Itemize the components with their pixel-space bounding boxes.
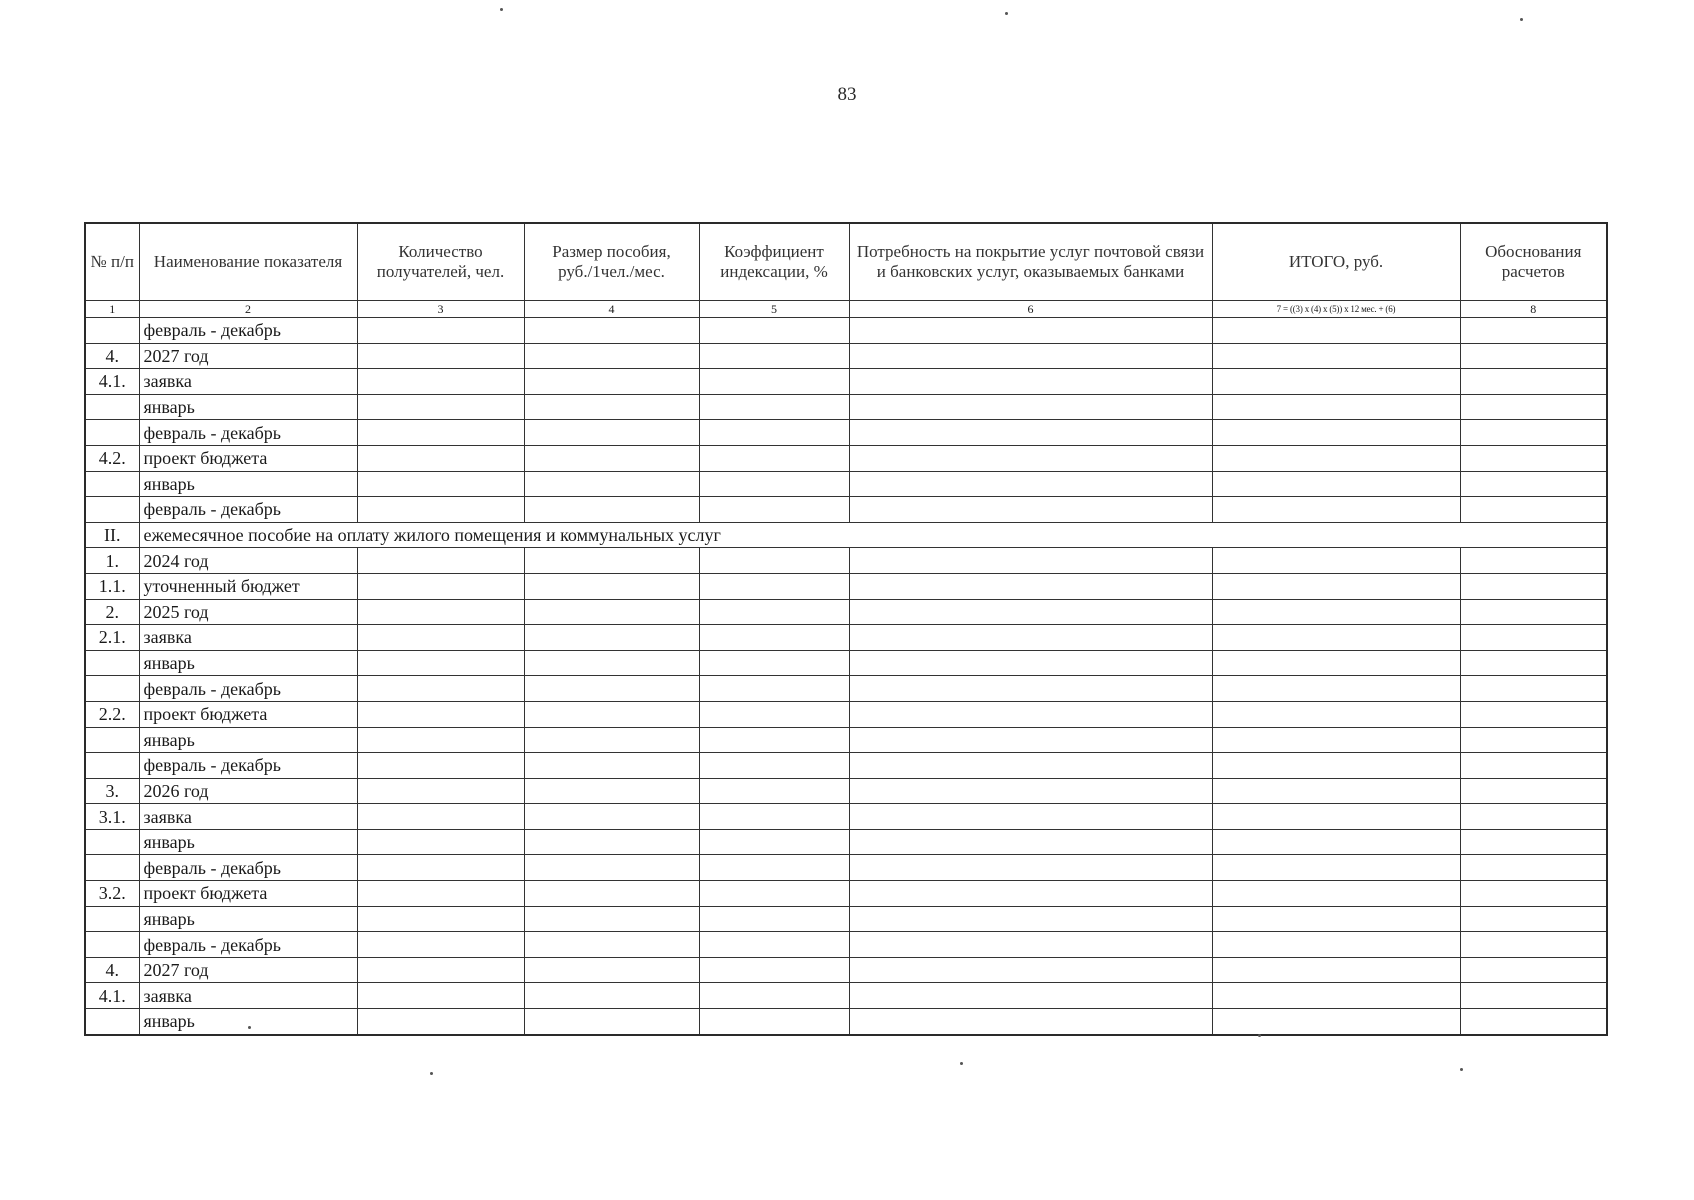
- indicator-name-cell: январь: [139, 394, 357, 420]
- empty-value-cell-col-8: [1460, 727, 1607, 753]
- table-row: [85, 445, 1607, 471]
- empty-value-cell-col-4: [524, 983, 699, 1009]
- row-number-cell: [85, 394, 139, 420]
- empty-value-cell-col-6: [849, 1009, 1212, 1035]
- empty-value-cell-col-4: [524, 932, 699, 958]
- indicator-name-cell: 2027 год: [139, 957, 357, 983]
- empty-value-cell-col-3: [357, 906, 524, 932]
- empty-value-cell-col-7: [1212, 369, 1460, 395]
- empty-value-cell-col-3: [357, 318, 524, 344]
- empty-value-cell-col-7: [1212, 906, 1460, 932]
- empty-value-cell-col-8: [1460, 445, 1607, 471]
- empty-value-cell-col-8: [1460, 855, 1607, 881]
- empty-value-cell-col-4: [524, 599, 699, 625]
- header-col-2: Наименование показателя: [139, 223, 357, 301]
- empty-value-cell-col-5: [699, 1009, 849, 1035]
- empty-value-cell-col-7: [1212, 676, 1460, 702]
- row-number-cell: 4.: [85, 957, 139, 983]
- indicator-name-cell: заявка: [139, 625, 357, 651]
- empty-value-cell-col-6: [849, 727, 1212, 753]
- empty-value-cell-col-8: [1460, 599, 1607, 625]
- table-row: [85, 804, 1607, 830]
- empty-value-cell-col-3: [357, 676, 524, 702]
- row-number-cell: 4.1.: [85, 369, 139, 395]
- scan-speck: [248, 1026, 251, 1029]
- indicator-name-cell: 2025 год: [139, 599, 357, 625]
- empty-value-cell-col-4: [524, 881, 699, 907]
- empty-value-cell-col-7: [1212, 701, 1460, 727]
- empty-value-cell-col-8: [1460, 471, 1607, 497]
- row-number-cell: [85, 497, 139, 523]
- header-col-6: Потребность на покрытие услуг почтовой связи и банковских услуг, оказываемых банками: [849, 223, 1212, 301]
- empty-value-cell-col-4: [524, 855, 699, 881]
- empty-value-cell-col-6: [849, 573, 1212, 599]
- empty-value-cell-col-8: [1460, 497, 1607, 523]
- empty-value-cell-col-6: [849, 804, 1212, 830]
- empty-value-cell-col-3: [357, 420, 524, 446]
- column-number-6: 6: [849, 301, 1212, 318]
- empty-value-cell-col-4: [524, 573, 699, 599]
- table-row: [85, 548, 1607, 574]
- empty-value-cell-col-7: [1212, 804, 1460, 830]
- indicator-name-cell: уточненный бюджет: [139, 573, 357, 599]
- empty-value-cell-col-3: [357, 369, 524, 395]
- empty-value-cell-col-6: [849, 599, 1212, 625]
- empty-value-cell-col-5: [699, 727, 849, 753]
- column-number-3: 3: [357, 301, 524, 318]
- table-row: [85, 650, 1607, 676]
- indicator-name-cell: проект бюджета: [139, 445, 357, 471]
- row-number-cell: 3.1.: [85, 804, 139, 830]
- scan-speck: [960, 1062, 963, 1065]
- empty-value-cell-col-6: [849, 932, 1212, 958]
- indicator-name-cell: февраль - декабрь: [139, 497, 357, 523]
- scan-speck: [1005, 12, 1008, 15]
- row-number-cell: [85, 829, 139, 855]
- table-row: [85, 701, 1607, 727]
- empty-value-cell-col-5: [699, 829, 849, 855]
- empty-value-cell-col-3: [357, 471, 524, 497]
- row-number-cell: [85, 753, 139, 779]
- row-number-cell: [85, 1009, 139, 1035]
- empty-value-cell-col-8: [1460, 983, 1607, 1009]
- empty-value-cell-col-4: [524, 497, 699, 523]
- indicator-name-cell: январь: [139, 829, 357, 855]
- table-body: [85, 318, 1607, 1035]
- table-row: [85, 906, 1607, 932]
- header-col-4: Размер пособия, руб./1чел./мес.: [524, 223, 699, 301]
- empty-value-cell-col-6: [849, 318, 1212, 344]
- empty-value-cell-col-6: [849, 420, 1212, 446]
- indicator-name-cell: февраль - декабрь: [139, 932, 357, 958]
- header-col-5: Коэффициент индексации, %: [699, 223, 849, 301]
- empty-value-cell-col-6: [849, 778, 1212, 804]
- empty-value-cell-col-8: [1460, 804, 1607, 830]
- empty-value-cell-col-4: [524, 804, 699, 830]
- empty-value-cell-col-7: [1212, 881, 1460, 907]
- empty-value-cell-col-4: [524, 445, 699, 471]
- empty-value-cell-col-4: [524, 829, 699, 855]
- empty-value-cell-col-7: [1212, 625, 1460, 651]
- empty-value-cell-col-8: [1460, 573, 1607, 599]
- empty-value-cell-col-3: [357, 445, 524, 471]
- empty-value-cell-col-4: [524, 318, 699, 344]
- empty-value-cell-col-3: [357, 829, 524, 855]
- page-number: 83: [837, 84, 857, 105]
- empty-value-cell-col-3: [357, 957, 524, 983]
- table-row: [85, 573, 1607, 599]
- empty-value-cell-col-8: [1460, 369, 1607, 395]
- table-row: [85, 676, 1607, 702]
- header-col-1: № п/п: [85, 223, 139, 301]
- empty-value-cell-col-7: [1212, 727, 1460, 753]
- row-number-cell: 2.2.: [85, 701, 139, 727]
- table-row: [85, 829, 1607, 855]
- table-row: [85, 318, 1607, 344]
- empty-value-cell-col-8: [1460, 548, 1607, 574]
- empty-value-cell-col-6: [849, 983, 1212, 1009]
- table-row: [85, 497, 1607, 523]
- empty-value-cell-col-4: [524, 778, 699, 804]
- table-row: [85, 932, 1607, 958]
- empty-value-cell-col-8: [1460, 829, 1607, 855]
- empty-value-cell-col-5: [699, 573, 849, 599]
- indicator-name-cell: январь: [139, 906, 357, 932]
- table-row: [85, 420, 1607, 446]
- empty-value-cell-col-3: [357, 650, 524, 676]
- empty-value-cell-col-3: [357, 881, 524, 907]
- empty-value-cell-col-7: [1212, 445, 1460, 471]
- indicator-name-cell: проект бюджета: [139, 701, 357, 727]
- empty-value-cell-col-5: [699, 471, 849, 497]
- row-number-cell: 2.1.: [85, 625, 139, 651]
- empty-value-cell-col-5: [699, 650, 849, 676]
- empty-value-cell-col-4: [524, 343, 699, 369]
- column-number-7-formula: 7 = ((3) x (4) x (5)) x 12 мес. + (6): [1212, 301, 1460, 318]
- indicator-name-cell: февраль - декабрь: [139, 420, 357, 446]
- empty-value-cell-col-6: [849, 625, 1212, 651]
- empty-value-cell-col-7: [1212, 829, 1460, 855]
- empty-value-cell-col-3: [357, 343, 524, 369]
- empty-value-cell-col-5: [699, 318, 849, 344]
- empty-value-cell-col-5: [699, 343, 849, 369]
- budget-table: [84, 222, 1608, 1036]
- scan-speck: [430, 1072, 433, 1075]
- empty-value-cell-col-4: [524, 727, 699, 753]
- empty-value-cell-col-5: [699, 906, 849, 932]
- column-number-row: [85, 301, 1607, 318]
- empty-value-cell-col-7: [1212, 471, 1460, 497]
- empty-value-cell-col-7: [1212, 983, 1460, 1009]
- empty-value-cell-col-7: [1212, 932, 1460, 958]
- empty-value-cell-col-7: [1212, 573, 1460, 599]
- column-number-1: 1: [85, 301, 139, 318]
- empty-value-cell-col-3: [357, 932, 524, 958]
- column-number-8: 8: [1460, 301, 1607, 318]
- empty-value-cell-col-4: [524, 369, 699, 395]
- column-number-4: 4: [524, 301, 699, 318]
- table-row: [85, 855, 1607, 881]
- row-number-cell: [85, 906, 139, 932]
- empty-value-cell-col-8: [1460, 932, 1607, 958]
- row-number-cell: [85, 420, 139, 446]
- empty-value-cell-col-8: [1460, 343, 1607, 369]
- empty-value-cell-col-8: [1460, 1009, 1607, 1035]
- empty-value-cell-col-6: [849, 881, 1212, 907]
- empty-value-cell-col-7: [1212, 497, 1460, 523]
- empty-value-cell-col-8: [1460, 778, 1607, 804]
- empty-value-cell-col-8: [1460, 881, 1607, 907]
- indicator-name-cell: 2024 год: [139, 548, 357, 574]
- empty-value-cell-col-5: [699, 497, 849, 523]
- empty-value-cell-col-4: [524, 394, 699, 420]
- empty-value-cell-col-8: [1460, 318, 1607, 344]
- empty-value-cell-col-8: [1460, 906, 1607, 932]
- empty-value-cell-col-5: [699, 625, 849, 651]
- row-number-cell: 4.2.: [85, 445, 139, 471]
- empty-value-cell-col-4: [524, 701, 699, 727]
- empty-value-cell-col-7: [1212, 1009, 1460, 1035]
- empty-value-cell-col-5: [699, 599, 849, 625]
- row-number-cell: [85, 676, 139, 702]
- empty-value-cell-col-6: [849, 369, 1212, 395]
- empty-value-cell-col-5: [699, 957, 849, 983]
- budget-table-container: [84, 222, 1606, 1036]
- indicator-name-cell: 2026 год: [139, 778, 357, 804]
- empty-value-cell-col-4: [524, 650, 699, 676]
- indicator-name-cell: январь: [139, 1009, 357, 1035]
- empty-value-cell-col-5: [699, 753, 849, 779]
- empty-value-cell-col-3: [357, 394, 524, 420]
- table-row: [85, 343, 1607, 369]
- empty-value-cell-col-5: [699, 394, 849, 420]
- indicator-name-cell: заявка: [139, 369, 357, 395]
- empty-value-cell-col-8: [1460, 701, 1607, 727]
- empty-value-cell-col-3: [357, 727, 524, 753]
- empty-value-cell-col-7: [1212, 650, 1460, 676]
- column-number-5: 5: [699, 301, 849, 318]
- row-number-cell: 4.: [85, 343, 139, 369]
- empty-value-cell-col-4: [524, 420, 699, 446]
- header-col-8: Обоснования расчетов: [1460, 223, 1607, 301]
- indicator-name-cell: февраль - декабрь: [139, 753, 357, 779]
- row-number-cell: 1.1.: [85, 573, 139, 599]
- empty-value-cell-col-7: [1212, 420, 1460, 446]
- empty-value-cell-col-3: [357, 804, 524, 830]
- empty-value-cell-col-6: [849, 650, 1212, 676]
- indicator-name-cell: заявка: [139, 983, 357, 1009]
- empty-value-cell-col-5: [699, 983, 849, 1009]
- indicator-name-cell: январь: [139, 727, 357, 753]
- empty-value-cell-col-7: [1212, 548, 1460, 574]
- row-number-cell: [85, 855, 139, 881]
- empty-value-cell-col-5: [699, 881, 849, 907]
- section-title-cell: ежемесячное пособие на оплату жилого помещения и коммунальных услуг: [139, 522, 1607, 548]
- column-number-2: 2: [139, 301, 357, 318]
- table-row: [85, 625, 1607, 651]
- empty-value-cell-col-8: [1460, 625, 1607, 651]
- row-number-cell: 4.1.: [85, 983, 139, 1009]
- empty-value-cell-col-7: [1212, 599, 1460, 625]
- empty-value-cell-col-6: [849, 445, 1212, 471]
- row-number-cell: 1.: [85, 548, 139, 574]
- empty-value-cell-col-8: [1460, 957, 1607, 983]
- table-row: [85, 778, 1607, 804]
- empty-value-cell-col-8: [1460, 650, 1607, 676]
- scan-speck: [1258, 1034, 1261, 1037]
- empty-value-cell-col-6: [849, 497, 1212, 523]
- empty-value-cell-col-5: [699, 701, 849, 727]
- section-row: [85, 522, 1607, 548]
- scan-speck: [1520, 18, 1523, 21]
- empty-value-cell-col-7: [1212, 394, 1460, 420]
- empty-value-cell-col-6: [849, 855, 1212, 881]
- empty-value-cell-col-6: [849, 829, 1212, 855]
- indicator-name-cell: проект бюджета: [139, 881, 357, 907]
- table-row: [85, 1009, 1607, 1035]
- empty-value-cell-col-5: [699, 932, 849, 958]
- empty-value-cell-col-3: [357, 497, 524, 523]
- header-col-3: Количество получателей, чел.: [357, 223, 524, 301]
- empty-value-cell-col-5: [699, 676, 849, 702]
- empty-value-cell-col-3: [357, 701, 524, 727]
- table-row: [85, 881, 1607, 907]
- table-row: [85, 599, 1607, 625]
- empty-value-cell-col-5: [699, 445, 849, 471]
- table-row: [85, 369, 1607, 395]
- empty-value-cell-col-5: [699, 855, 849, 881]
- empty-value-cell-col-3: [357, 983, 524, 1009]
- empty-value-cell-col-6: [849, 957, 1212, 983]
- table-row: [85, 471, 1607, 497]
- empty-value-cell-col-4: [524, 1009, 699, 1035]
- empty-value-cell-col-3: [357, 548, 524, 574]
- indicator-name-cell: январь: [139, 471, 357, 497]
- empty-value-cell-col-4: [524, 471, 699, 497]
- empty-value-cell-col-8: [1460, 394, 1607, 420]
- header-col-7: ИТОГО, руб.: [1212, 223, 1460, 301]
- empty-value-cell-col-3: [357, 599, 524, 625]
- empty-value-cell-col-4: [524, 906, 699, 932]
- empty-value-cell-col-3: [357, 753, 524, 779]
- empty-value-cell-col-3: [357, 1009, 524, 1035]
- table-row: [85, 957, 1607, 983]
- scan-speck: [1460, 1068, 1463, 1071]
- table-row: [85, 753, 1607, 779]
- indicator-name-cell: февраль - декабрь: [139, 318, 357, 344]
- empty-value-cell-col-5: [699, 778, 849, 804]
- row-number-cell: [85, 650, 139, 676]
- row-number-cell: II.: [85, 522, 139, 548]
- scan-speck: [500, 8, 503, 11]
- empty-value-cell-col-8: [1460, 420, 1607, 446]
- empty-value-cell-col-7: [1212, 343, 1460, 369]
- empty-value-cell-col-5: [699, 548, 849, 574]
- table-row: [85, 394, 1607, 420]
- empty-value-cell-col-5: [699, 804, 849, 830]
- empty-value-cell-col-4: [524, 548, 699, 574]
- table-header: [85, 223, 1607, 318]
- empty-value-cell-col-6: [849, 753, 1212, 779]
- empty-value-cell-col-3: [357, 855, 524, 881]
- empty-value-cell-col-7: [1212, 778, 1460, 804]
- empty-value-cell-col-4: [524, 957, 699, 983]
- empty-value-cell-col-6: [849, 394, 1212, 420]
- empty-value-cell-col-4: [524, 625, 699, 651]
- header-row: [85, 223, 1607, 301]
- row-number-cell: [85, 727, 139, 753]
- empty-value-cell-col-8: [1460, 676, 1607, 702]
- empty-value-cell-col-6: [849, 701, 1212, 727]
- empty-value-cell-col-8: [1460, 753, 1607, 779]
- empty-value-cell-col-4: [524, 676, 699, 702]
- empty-value-cell-col-7: [1212, 318, 1460, 344]
- indicator-name-cell: февраль - декабрь: [139, 676, 357, 702]
- empty-value-cell-col-7: [1212, 753, 1460, 779]
- empty-value-cell-col-7: [1212, 855, 1460, 881]
- empty-value-cell-col-3: [357, 778, 524, 804]
- empty-value-cell-col-5: [699, 420, 849, 446]
- empty-value-cell-col-7: [1212, 957, 1460, 983]
- empty-value-cell-col-3: [357, 573, 524, 599]
- empty-value-cell-col-6: [849, 548, 1212, 574]
- empty-value-cell-col-3: [357, 625, 524, 651]
- row-number-cell: 3.: [85, 778, 139, 804]
- empty-value-cell-col-5: [699, 369, 849, 395]
- table-row: [85, 727, 1607, 753]
- empty-value-cell-col-4: [524, 753, 699, 779]
- indicator-name-cell: февраль - декабрь: [139, 855, 357, 881]
- empty-value-cell-col-6: [849, 676, 1212, 702]
- row-number-cell: [85, 471, 139, 497]
- empty-value-cell-col-6: [849, 471, 1212, 497]
- row-number-cell: 3.2.: [85, 881, 139, 907]
- table-row: [85, 983, 1607, 1009]
- indicator-name-cell: заявка: [139, 804, 357, 830]
- empty-value-cell-col-6: [849, 343, 1212, 369]
- row-number-cell: 2.: [85, 599, 139, 625]
- indicator-name-cell: 2027 год: [139, 343, 357, 369]
- indicator-name-cell: январь: [139, 650, 357, 676]
- row-number-cell: [85, 932, 139, 958]
- row-number-cell: [85, 318, 139, 344]
- empty-value-cell-col-6: [849, 906, 1212, 932]
